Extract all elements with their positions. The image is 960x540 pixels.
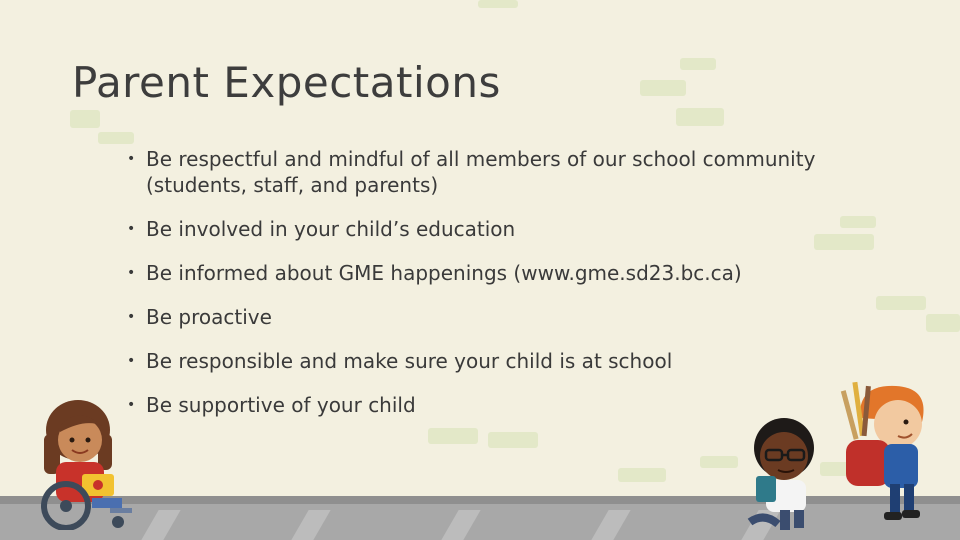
bg-brick — [680, 58, 716, 70]
bullet-dot-icon: • — [127, 265, 136, 281]
bg-brick — [478, 0, 518, 8]
bullet-item — [127, 260, 827, 286]
boy-with-backpack-illustration — [840, 378, 940, 528]
bg-brick — [840, 216, 876, 228]
bullet-dot-icon: • — [127, 151, 136, 167]
page-title: Parent Expectations — [72, 58, 501, 107]
bullet-dot-icon: • — [127, 221, 136, 237]
bullet-item — [127, 348, 827, 374]
bg-brick — [700, 456, 738, 468]
bullet-list — [127, 146, 827, 436]
bullet-text: Be informed about GME happenings (www.gme.sd23.bc.ca) — [146, 261, 742, 285]
bg-brick — [618, 468, 666, 482]
bullet-dot-icon: • — [127, 309, 136, 325]
bg-brick — [926, 314, 960, 332]
bullet-item — [127, 216, 827, 242]
bg-brick — [640, 80, 686, 96]
bullet-dot-icon: • — [127, 353, 136, 369]
bullet-text: Be supportive of your child — [146, 393, 416, 417]
bullet-dot-icon: • — [127, 397, 136, 413]
bg-brick — [98, 132, 134, 144]
girl-in-wheelchair-illustration — [30, 398, 140, 530]
bg-brick — [70, 110, 100, 128]
boy-with-glasses-illustration — [740, 408, 830, 532]
bullet-text: Be respectful and mindful of all members of our school community (students, staff, and parents) — [146, 147, 816, 197]
bg-brick — [676, 108, 724, 126]
bullet-text: Be involved in your child’s education — [146, 217, 516, 241]
bullet-item — [127, 392, 827, 418]
bullet-item — [127, 146, 827, 198]
bg-brick — [876, 296, 926, 310]
bullet-text: Be responsible and make sure your child is at school — [146, 349, 673, 373]
bullet-text: Be proactive — [146, 305, 272, 329]
bullet-item — [127, 304, 827, 330]
